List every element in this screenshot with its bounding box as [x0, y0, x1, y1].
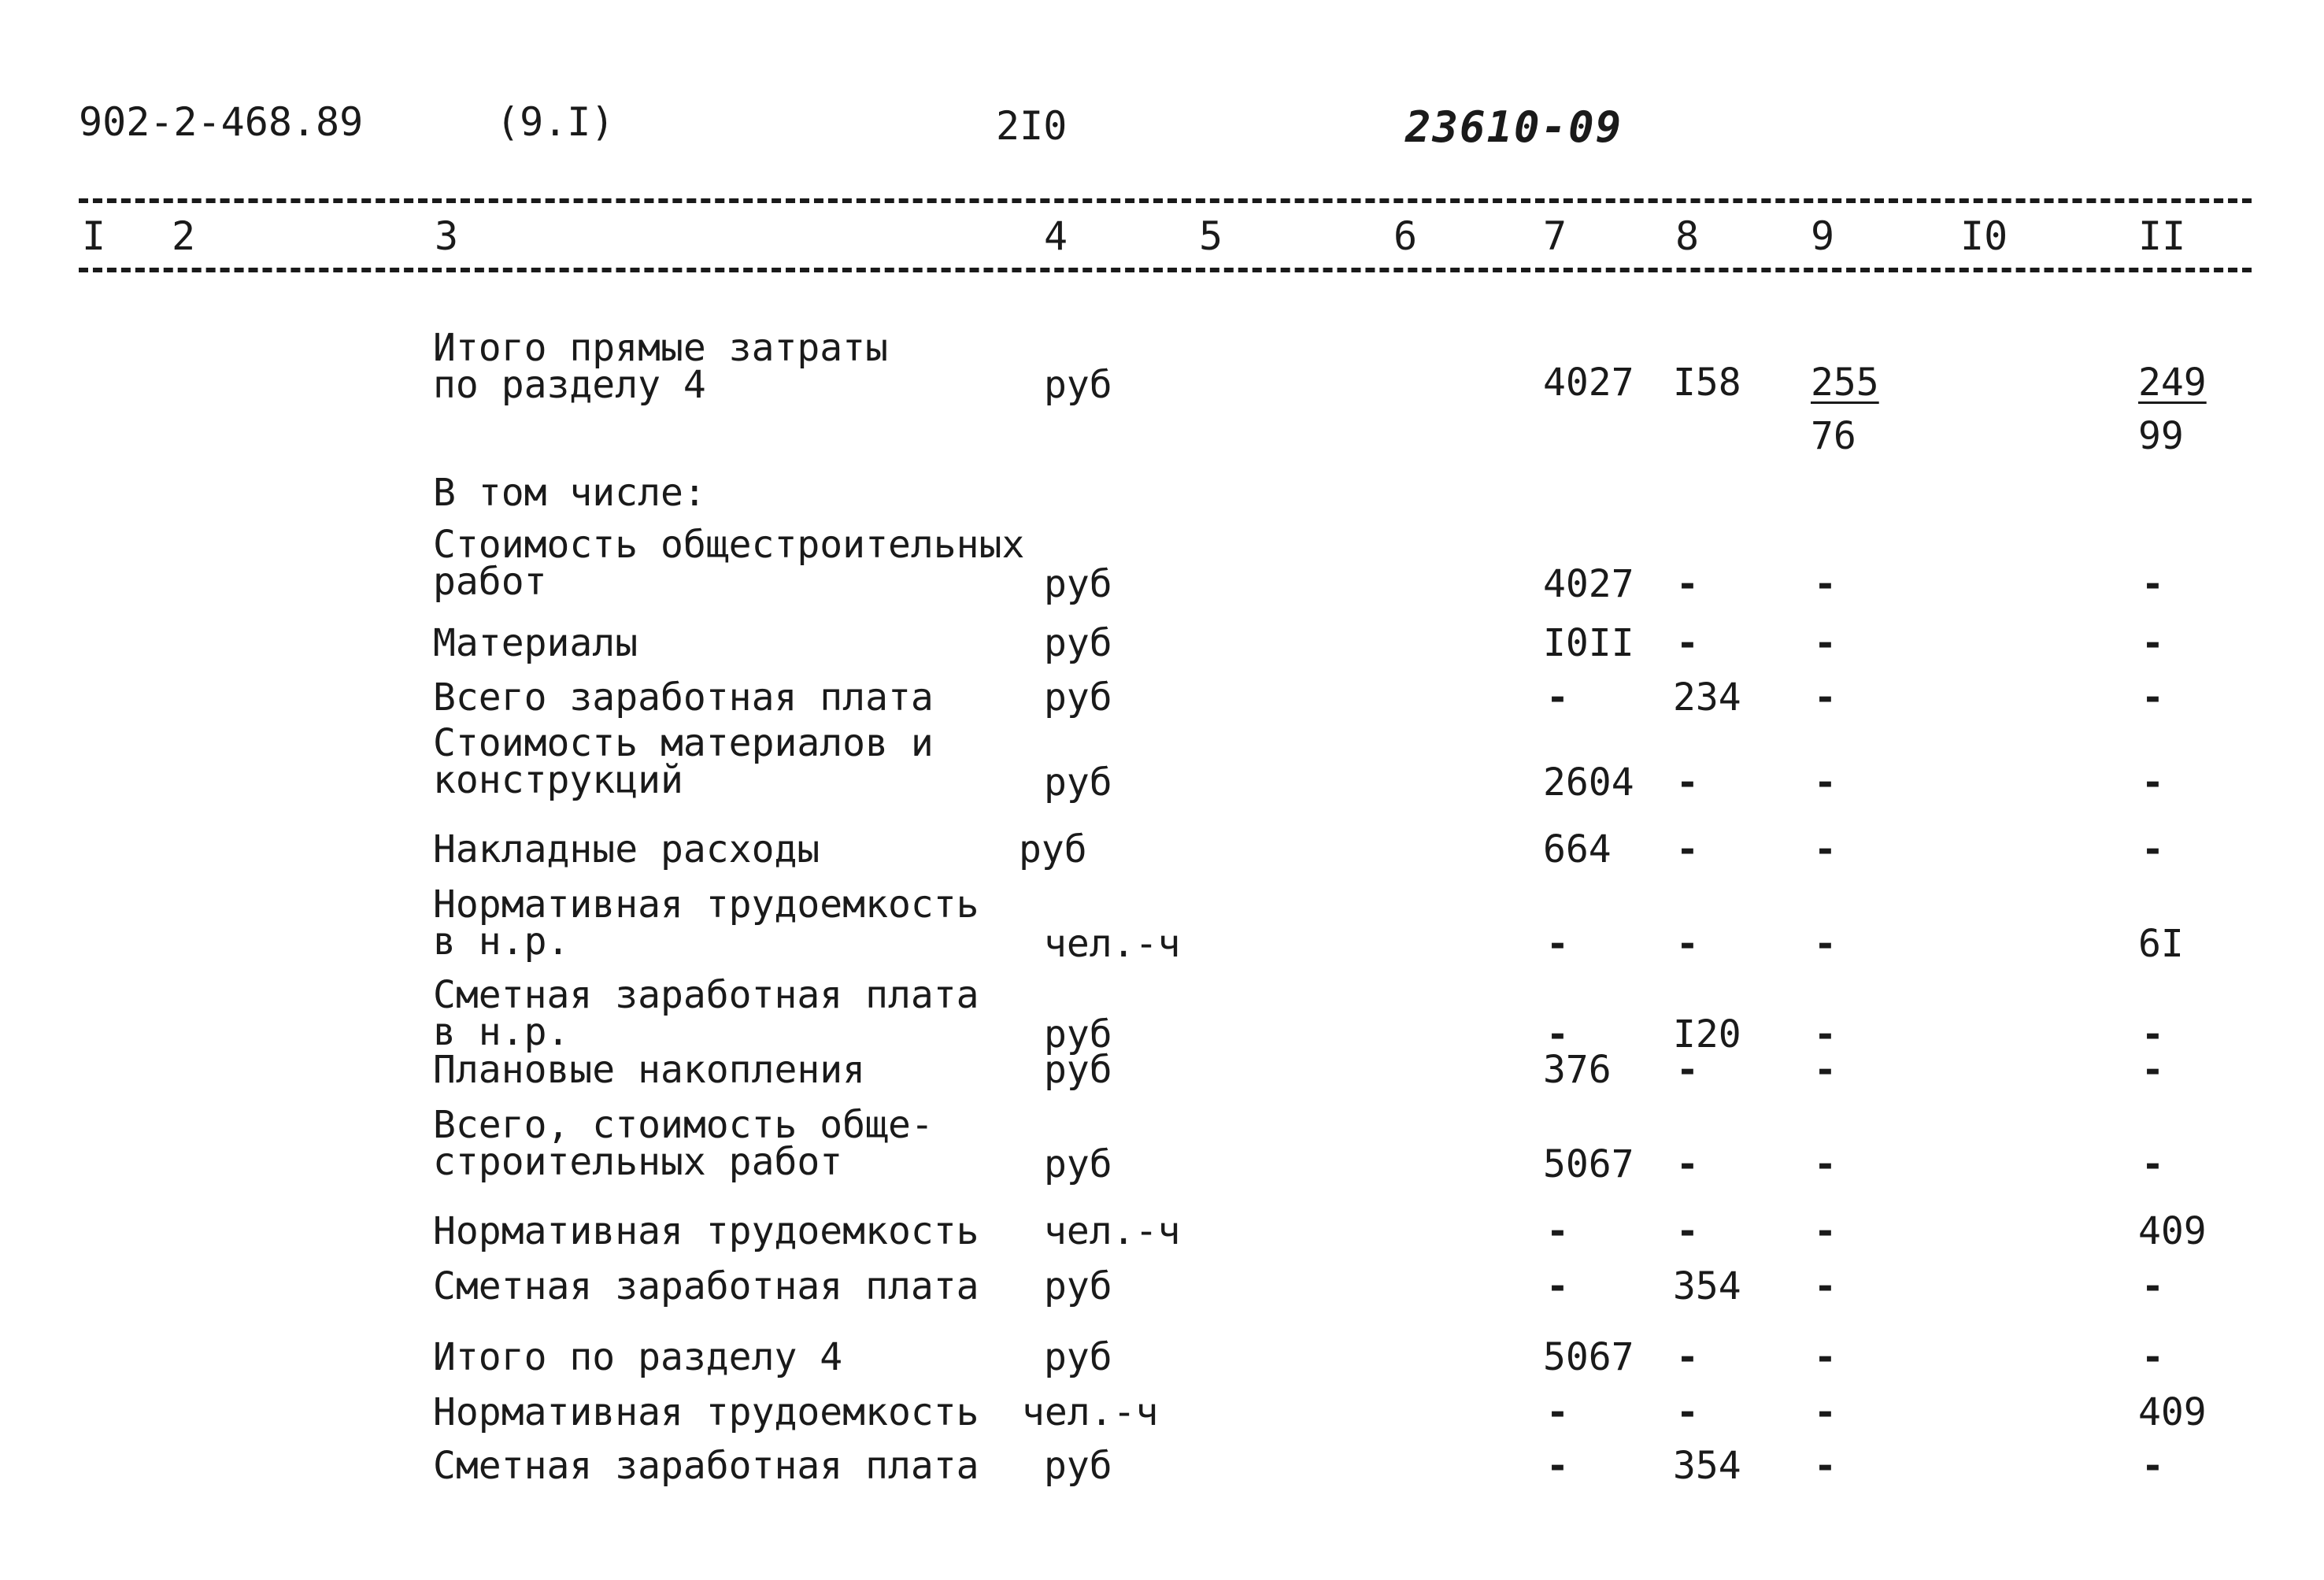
value-cell-col7: -	[1546, 1012, 1569, 1056]
value-cell-col9: -	[1814, 621, 1837, 665]
row-label: Стоимость материалов и	[433, 721, 934, 765]
value-cell-col7: -	[1546, 1390, 1569, 1434]
value-cell-col8: -	[1676, 1142, 1699, 1186]
row-label: Нормативная трудоемкость	[433, 1209, 979, 1253]
unit-cell: руб	[1044, 363, 1112, 407]
row-label: Нормативная трудоемкость	[433, 1390, 979, 1434]
row-label: Всего, стоимость обще-	[433, 1103, 934, 1147]
value-cell-col7: -	[1546, 1444, 1569, 1488]
value-cell-col11: -	[2141, 1444, 2164, 1488]
value-cell-col7: -	[1546, 1209, 1569, 1253]
unit-cell: руб	[1019, 827, 1087, 871]
unit-cell: чел.-ч	[1044, 1209, 1181, 1253]
column-number: II	[2138, 213, 2186, 259]
total-direct-label: Итого прямые затраты	[433, 326, 888, 370]
column-number: 4	[1044, 213, 1068, 259]
value-cell-col9: -	[1814, 1142, 1837, 1186]
value-cell-col8: -	[1676, 562, 1699, 606]
value-cell-col7: I0II	[1543, 621, 1634, 665]
value-cell-col9: -	[1814, 1335, 1837, 1379]
value-cell-col9-numerator: 255	[1811, 361, 1879, 405]
value-cell-col8: I58	[1673, 361, 1741, 405]
value-cell-col7: 2604	[1543, 760, 1634, 805]
unit-cell: руб	[1044, 1264, 1112, 1308]
value-cell-col8: -	[1676, 621, 1699, 665]
unit-cell: руб	[1044, 760, 1112, 805]
unit-cell: руб	[1044, 1048, 1112, 1092]
unit-cell: руб	[1044, 1444, 1112, 1488]
value-cell-col8: -	[1676, 1048, 1699, 1092]
value-cell-col8: -	[1676, 760, 1699, 805]
value-cell-col11: 6I	[2138, 922, 2184, 966]
unit-cell: руб	[1044, 1142, 1112, 1186]
row-label: Итого по разделу 4	[433, 1335, 843, 1379]
value-cell-col7: 4027	[1543, 562, 1634, 606]
row-label-continued: работ	[433, 560, 547, 604]
column-number: 6	[1393, 213, 1418, 259]
value-cell-col8: -	[1676, 1390, 1699, 1434]
row-label: Накладные расходы	[433, 827, 820, 871]
unit-cell: руб	[1044, 1012, 1112, 1056]
row-label: Материалы	[433, 621, 638, 665]
value-cell-col11-denominator: 99	[2138, 414, 2184, 458]
row-label: Нормативная трудоемкость	[433, 883, 979, 927]
unit-cell: руб	[1044, 621, 1112, 665]
row-label: Всего заработная плата	[433, 675, 934, 720]
row-label: Сметная заработная плата	[433, 1264, 979, 1308]
value-cell-col7: 5067	[1543, 1142, 1634, 1186]
value-cell-col9: -	[1814, 827, 1837, 871]
value-cell-col11: -	[2141, 827, 2164, 871]
value-cell-col7: 5067	[1543, 1335, 1634, 1379]
value-cell-col9: -	[1814, 1048, 1837, 1092]
total-direct-label: по разделу 4	[433, 363, 706, 407]
column-number: 2	[172, 213, 196, 259]
row-label: Плановые накопления	[433, 1048, 866, 1092]
value-cell-col11: -	[2141, 1142, 2164, 1186]
document-code: 902-2-468.89	[79, 99, 364, 145]
value-cell-col9: -	[1814, 1444, 1837, 1488]
value-cell-col11: -	[2141, 1335, 2164, 1379]
value-cell-col7: 664	[1543, 827, 1612, 871]
value-cell-col7: -	[1546, 675, 1569, 720]
unit-cell: руб	[1044, 562, 1112, 606]
row-label-continued: в н.р.	[433, 1010, 570, 1054]
value-cell-col9: -	[1814, 1390, 1837, 1434]
unit-cell: чел.-ч	[1022, 1390, 1159, 1434]
column-number: 8	[1675, 213, 1700, 259]
value-cell-col8: -	[1676, 1209, 1699, 1253]
section-number: (9.I)	[496, 99, 615, 145]
value-cell-col9: -	[1814, 1209, 1837, 1253]
row-label: Стоимость общестроительных	[433, 523, 1025, 567]
value-cell-col9-denominator: 76	[1811, 414, 1856, 458]
value-cell-col9: -	[1814, 675, 1837, 720]
row-label-continued: конструкций	[433, 758, 683, 802]
including-label: В том числе:	[433, 471, 706, 515]
row-label-continued: строительных работ	[433, 1140, 843, 1184]
column-number: 3	[435, 213, 459, 259]
value-cell-col9: -	[1814, 1012, 1837, 1056]
row-label: Сметная заработная плата	[433, 1444, 979, 1488]
value-cell-col11: -	[2141, 675, 2164, 720]
value-cell-col11: 409	[2138, 1209, 2207, 1253]
value-cell-col8: 354	[1673, 1264, 1741, 1308]
value-cell-col11: -	[2141, 1264, 2164, 1308]
bottom-dashed-rule	[79, 268, 2252, 272]
unit-cell: руб	[1044, 675, 1112, 720]
value-cell-col8: -	[1676, 922, 1699, 966]
value-cell-col8: 234	[1673, 675, 1741, 720]
column-number: 9	[1811, 213, 1835, 259]
value-cell-col11: -	[2141, 760, 2164, 805]
value-cell-col11: -	[2141, 621, 2164, 665]
value-cell-col9: -	[1814, 1264, 1837, 1308]
value-cell-col7: 4027	[1543, 361, 1634, 405]
column-number: I0	[1960, 213, 2008, 259]
unit-cell: руб	[1044, 1335, 1112, 1379]
value-cell-col8: I20	[1673, 1012, 1741, 1056]
row-label-continued: в н.р.	[433, 920, 570, 964]
value-cell-col11: 409	[2138, 1390, 2207, 1434]
value-cell-col9: -	[1814, 760, 1837, 805]
column-number: I	[82, 213, 106, 259]
value-cell-col11-numerator: 249	[2138, 361, 2207, 405]
value-cell-col11: -	[2141, 1048, 2164, 1092]
value-cell-col8: -	[1676, 1335, 1699, 1379]
value-cell-col8: 354	[1673, 1444, 1741, 1488]
top-dashed-rule	[79, 198, 2252, 203]
row-label: Сметная заработная плата	[433, 973, 979, 1017]
value-cell-col7: 376	[1543, 1048, 1612, 1092]
value-cell-col11: -	[2141, 562, 2164, 606]
value-cell-col9: -	[1814, 562, 1837, 606]
value-cell-col7: -	[1546, 922, 1569, 966]
column-number: 7	[1543, 213, 1567, 259]
column-number: 5	[1199, 213, 1223, 259]
value-cell-col7: -	[1546, 1264, 1569, 1308]
page-number: 2I0	[996, 103, 1068, 149]
value-cell-col11: -	[2141, 1012, 2164, 1056]
value-cell-col8: -	[1676, 827, 1699, 871]
unit-cell: чел.-ч	[1044, 922, 1181, 966]
value-cell-col9: -	[1814, 922, 1837, 966]
inventory-stamp: 23610-09	[1405, 102, 1623, 152]
